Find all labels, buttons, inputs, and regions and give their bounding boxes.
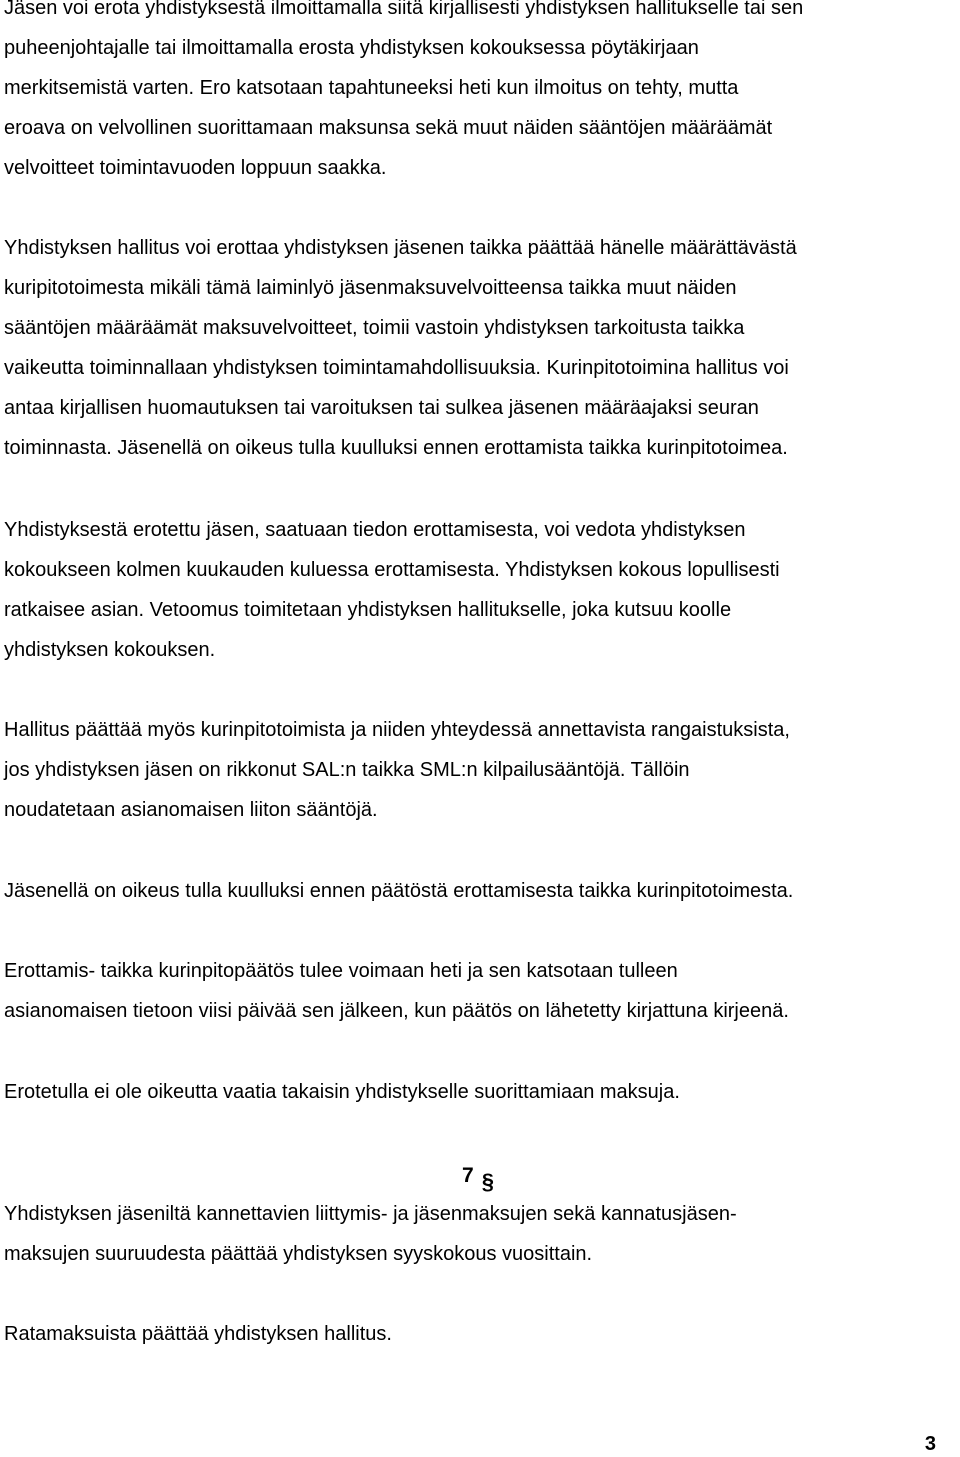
- paragraph-expulsion: Yhdistyksen hallitus voi erottaa yhdistyksen jäsenen taikka päättää hänelle määrättävästä kuripitotoimesta mikäli tämä laiminlyö jäsenmaksuvelvoitteensa taikka muut näiden sääntöjen määräämät maksuvelvoitteet, toimii vastoin yhdistyksen tarkoitusta taikka vaikeutta toiminnallaan yhdistyksen toimintamahdollisuuksia. Kurinpitotoimina hallitus voi antaa kirjallisen huomautuksen tai varoituksen tai sulkea jäsenen määräajaksi seuran toiminnasta. Jäsenellä on oikeus tulla kuulluksi ennen erottamista taikka kurinpitotoimea.: [4, 237, 797, 459]
- paragraph-resignation: Jäsen voi erota yhdistyksestä ilmoittamalla siitä kirjallisesti yhdistyksen hallitukselle tai sen puheenjohtajalle tai ilmoittamalla erosta yhdistyksen kokouksessa pöytäkirjaan merkitsemistä varten. Ero katsotaan tapahtuneeksi heti kun ilmoitus on tehty, mutta eroava on velvollinen suorittamaan maksunsa sekä muut näiden sääntöjen määräämät velvoitteet toimintavuoden loppuun saakka.: [4, 0, 804, 179]
- section-sign: §: [481, 1169, 494, 1194]
- paragraph-decision-effect: Erottamis- taikka kurinpitopäätös tulee voimaan heti ja sen katsotaan tulleen asianomaisen tietoon viisi päivää sen jälkeen, kun päätös on lähetetty kirjattuna kirjeenä.: [4, 960, 789, 1022]
- section-heading: [462, 1158, 494, 1194]
- paragraph-no-refund: Erotetulla ei ole oikeutta vaatia takaisin yhdistykselle suorittamiaan maksuja.: [4, 1081, 680, 1103]
- paragraph-right-to-be-heard: Jäsenellä on oikeus tulla kuulluksi ennen päätöstä erottamisesta taikka kurinpitotoimesta.: [4, 880, 794, 902]
- paragraph-track-fees: Ratamaksuista päättää yhdistyksen hallitus.: [4, 1323, 392, 1345]
- page-number: 3: [924, 1433, 936, 1455]
- paragraph-appeal: Yhdistyksestä erotettu jäsen, saatuaan tiedon erottamisesta, voi vedota yhdistyksen kokoukseen kolmen kuukauden kuluessa erottamisesta. Yhdistyksen kokous lopullisesti ratkaisee asian. Vetoomus toimitetaan yhdistyksen hallitukselle, joka kutsuu koolle yhdistyksen kokouksen.: [4, 519, 780, 661]
- paragraph-membership-fees: Yhdistyksen jäseniltä kannettavien liittymis- ja jäsenmaksujen sekä kannatusjäsen- maksujen suuruudesta päättää yhdistyksen syyskokous vuosittain.: [4, 1203, 737, 1265]
- section-number: 7: [462, 1164, 474, 1187]
- paragraph-disciplinary-board: Hallitus päättää myös kurinpitotoimista ja niiden yhteydessä annettavista rangaistuksista, jos yhdistyksen jäsen on rikkonut SAL:n taikka SML:n kilpailusääntöjä. Tällöin noudatetaan asianomaisen liiton sääntöjä.: [4, 719, 790, 821]
